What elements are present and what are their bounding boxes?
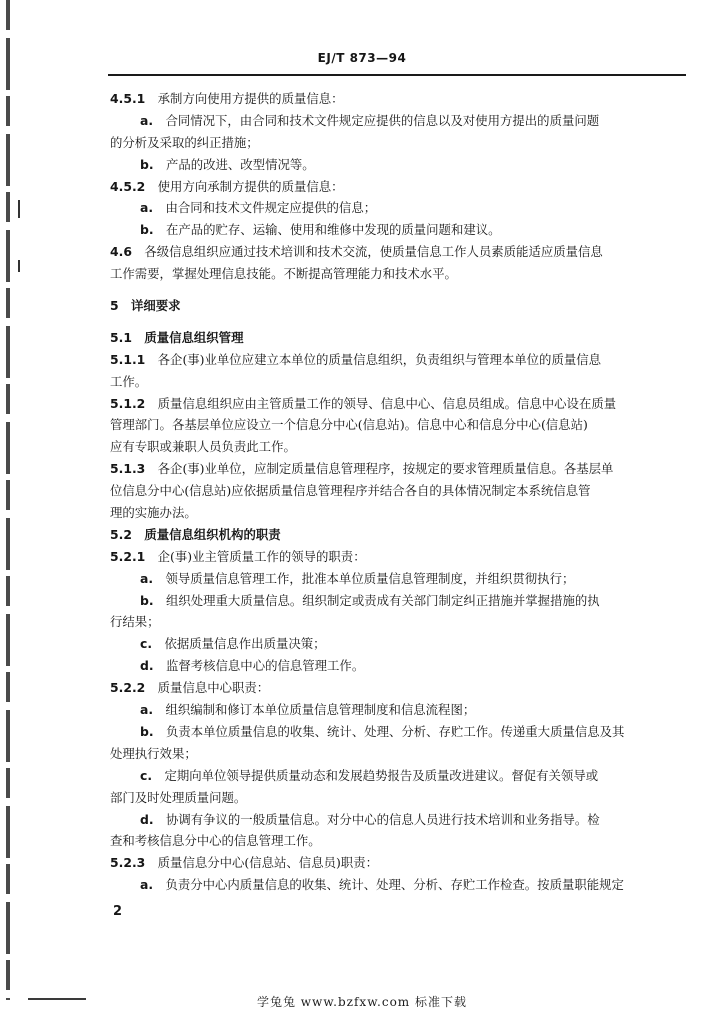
line-text: 由合同和技术文件规定应提供的信息；: [153, 200, 377, 216]
line-text: 质量信息组织管理: [131, 329, 244, 345]
text-line: [110, 176, 686, 198]
line-text: 质量信息分中心(信息站、信息员)职责：: [145, 855, 378, 871]
list-item-marker: a.: [140, 112, 154, 128]
header-rule: [108, 74, 686, 76]
line-text: 的分析及采取的纠正措施；: [110, 134, 259, 150]
text-line: [110, 677, 686, 699]
list-item-marker: a.: [140, 702, 154, 718]
line-text: 各级信息组织应通过技术培训和技术交流，使质量信息工作人员素质能适应质量信息: [131, 244, 603, 260]
section-heading: [110, 524, 686, 546]
line-text: 使用方向承制方提供的质量信息：: [145, 178, 344, 194]
list-item-marker: d.: [140, 811, 154, 827]
text-line: [110, 830, 686, 852]
text-line: [110, 436, 686, 458]
line-text: 企(事)业主管质量工作的领导的职责：: [145, 548, 366, 564]
document-code: EJ/T 873—94: [317, 51, 407, 65]
scan-mark: [18, 200, 20, 218]
text-line: [110, 852, 686, 874]
clause-number: 5.1.3: [110, 461, 146, 477]
text-line: [110, 458, 686, 480]
scan-mark: [18, 260, 20, 272]
line-text: 领导质量信息管理工作，批准本单位质量信息管理制度，并组织贯彻执行；: [153, 570, 575, 586]
list-item-marker: a.: [140, 877, 154, 893]
text-line: [110, 611, 686, 633]
clause-number: 5.1.1: [110, 351, 146, 367]
paragraph-gap: [110, 317, 686, 327]
clause-number: 5.2: [110, 526, 132, 542]
line-text: 行结果；: [110, 614, 160, 630]
text-line: [110, 568, 686, 590]
text-line: [110, 132, 686, 154]
section-heading: [110, 327, 686, 349]
line-text: 合同情况下，由合同和技术文件规定应提供的信息以及对使用方提出的质量问题: [153, 112, 600, 128]
text-line: [110, 502, 686, 524]
list-item-marker: d.: [140, 658, 154, 674]
text-line: [110, 263, 686, 285]
text-line: [110, 721, 686, 743]
text-line: [110, 349, 686, 371]
line-text: 部门及时处理质量问题。: [110, 789, 247, 805]
text-line: [110, 110, 686, 132]
list-item-marker: c.: [140, 636, 153, 652]
clause-number: 5.1: [110, 329, 132, 345]
text-line: [110, 154, 686, 176]
text-line: [110, 655, 686, 677]
clause-number: 5.2.2: [110, 680, 146, 696]
line-text: 工作需要，掌握处理信息技能。不断提高管理能力和技术水平。: [110, 266, 457, 282]
text-line: [110, 197, 686, 219]
list-item-marker: b.: [140, 592, 154, 608]
document-body: [110, 88, 686, 896]
clause-number: 5.2.1: [110, 548, 146, 564]
text-line: [110, 546, 686, 568]
watermark-footer: 学兔兔 www.bzfxw.com 标准下载: [256, 995, 468, 1009]
clause-number: 4.6: [110, 244, 132, 260]
text-line: [110, 371, 686, 393]
line-text: 定期向单位领导提供质量动态和发展趋势报告及质量改进建议。督促有关领导或: [152, 767, 599, 783]
text-line: [110, 393, 686, 415]
text-line: [110, 590, 686, 612]
line-text: 产品的改进、改型情况等。: [153, 156, 315, 172]
text-line: [110, 414, 686, 436]
clause-number: 5: [110, 298, 119, 314]
line-text: 详细要求: [118, 298, 181, 314]
line-text: 应有专职或兼职人员负责此工作。: [110, 439, 296, 455]
text-line: [110, 787, 686, 809]
line-text: 组织编制和修订本单位质量信息管理制度和信息流程图；: [153, 702, 476, 718]
scan-binding-edge: [6, 0, 10, 1000]
page-number: 2: [113, 904, 123, 919]
text-line: [110, 699, 686, 721]
text-line: [110, 874, 686, 896]
line-text: 理的实施办法。: [110, 505, 197, 521]
section-heading: [110, 295, 686, 317]
clause-number: 4.5.1: [110, 91, 146, 106]
line-text: 协调有争议的一般质量信息。对分中心的信息人员进行技术培训和业务指导。检: [153, 811, 600, 827]
text-line: [110, 633, 686, 655]
text-line: [110, 88, 686, 110]
line-text: 各企(事)业单位应建立本单位的质量信息组织，负责组织与管理本单位的质量信息: [145, 351, 602, 367]
line-text: 负责本单位质量信息的收集、统计、处理、分析、存贮工作。传递重大质量信息及其: [153, 723, 625, 739]
line-text: 组织处理重大质量信息。组织制定或责成有关部门制定纠正措施并掌握措施的执: [153, 592, 600, 608]
line-text: 监督考核信息中心的信息管理工作。: [153, 658, 365, 674]
line-text: 各企(事)业单位，应制定质量信息管理程序，按规定的要求管理质量信息。各基层单: [145, 461, 614, 477]
line-text: 在产品的贮存、运输、使用和维修中发现的质量问题和建议。: [153, 222, 501, 238]
clause-number: 5.1.2: [110, 395, 146, 411]
line-text: 负责分中心内质量信息的收集、统计、处理、分析、存贮工作检查。按质量职能规定: [153, 877, 624, 893]
clause-number: 4.5.2: [110, 178, 146, 194]
text-line: [110, 480, 686, 502]
line-text: 位信息分中心(信息站)应依据质量信息管理程序并结合各自的具体情况制定本系统信息管: [110, 483, 591, 499]
line-text: 质量信息组织应由主管质量工作的领导、信息中心、信息员组成。信息中心设在质量: [145, 395, 617, 411]
paragraph-gap: [110, 285, 686, 295]
list-item-marker: b.: [140, 222, 154, 238]
text-line: [110, 765, 686, 787]
list-item-marker: c.: [140, 767, 153, 783]
list-item-marker: a.: [140, 570, 154, 586]
text-line: [110, 219, 686, 241]
list-item-marker: a.: [140, 200, 154, 216]
line-text: 工作。: [110, 373, 148, 389]
line-text: 处理执行效果；: [110, 745, 197, 761]
list-item-marker: b.: [140, 156, 154, 172]
clause-number: 5.2.3: [110, 855, 146, 871]
line-text: 依据质量信息作出质量决策；: [152, 636, 326, 652]
line-text: 查和考核信息分中心的信息管理工作。: [110, 833, 321, 849]
list-item-marker: b.: [140, 723, 154, 739]
line-text: 承制方向使用方提供的质量信息：: [145, 91, 344, 106]
text-line: [110, 809, 686, 831]
line-text: 质量信息组织机构的职责: [131, 526, 281, 542]
text-line: [110, 743, 686, 765]
text-line: [110, 241, 686, 263]
line-text: 质量信息中心职责：: [145, 680, 270, 696]
line-text: 管理部门。各基层单位应设立一个信息分中心(信息站)。信息中心和信息分中心(信息站): [110, 417, 588, 433]
